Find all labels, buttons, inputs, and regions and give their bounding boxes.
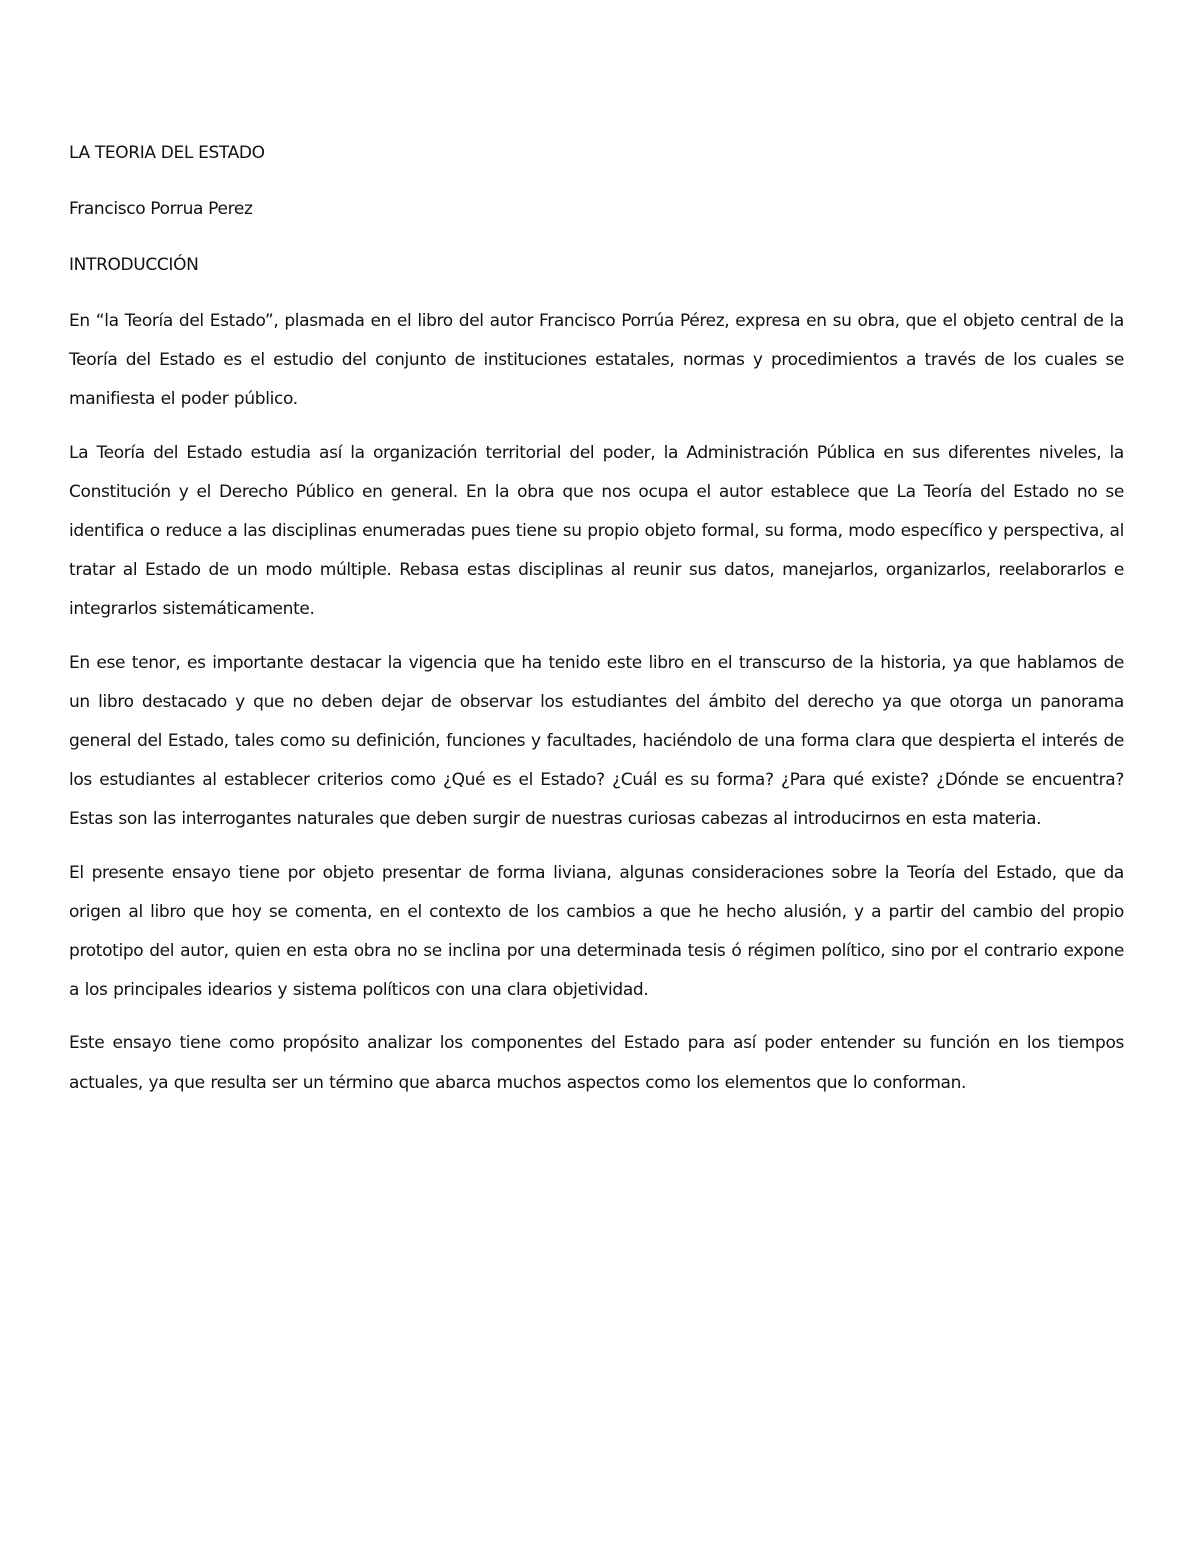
document-title: LA TEORIA DEL ESTADO: [69, 143, 265, 163]
paragraph: En ese tenor, es importante destacar la vigencia que ha tenido este libro en el transcurso de la historia, ya que hablamos de un libro destacado y que no deben dejar de observar los estudiantes del ámbito del derecho ya que otorga un panorama general del Estado, tales como su definición, funciones y facultades, haciéndolo de una forma clara que despierta el interés de los estudiantes al establecer criterios como ¿Qué es el Estado? ¿Cuál es su forma? ¿Para qué existe? ¿Dónde se encuentra? Estas son las interrogantes naturales que deben surgir de nuestras curiosas cabezas al introducirnos en esta materia.: [69, 652, 1124, 830]
paragraph: La Teoría del Estado estudia así la organización territorial del poder, la Administración Pública en sus diferentes niveles, la Constitución y el Derecho Público en general. En la obra que nos ocupa el autor establece que La Teoría del Estado no se identifica o reduce a las disciplinas enumeradas pues tiene su propio objeto formal, su forma, modo específico y perspectiva, al tratar al Estado de un modo múltiple. Rebasa estas disciplinas al reunir sus datos, manejarlos, organizarlos, reelaborarlos e integrarlos sistemáticamente.: [69, 442, 1124, 620]
paragraph: En “la Teoría del Estado”, plasmada en el libro del autor Francisco Porrúa Pérez, expresa en su obra, que el objeto central de la Teoría del Estado es el estudio del conjunto de instituciones estatales, normas y procedimientos a través de los cuales se manifiesta el poder público.: [69, 311, 1124, 410]
document-author: Francisco Porrua Perez: [69, 199, 253, 219]
paragraph: Este ensayo tiene como propósito analizar los componentes del Estado para así poder entender su función en los tiempos actuales, ya que resulta ser un término que abarca muchos aspectos como los elementos que lo conforman.: [69, 1033, 1124, 1093]
paragraph: El presente ensayo tiene por objeto presentar de forma liviana, algunas consideraciones sobre la Teoría del Estado, que da origen al libro que hoy se comenta, en el contexto de los cambios a que he hecho alusión, y a partir del cambio del propio prototipo del autor, quien en esta obra no se inclina por una determinada tesis ó régimen político, sino por el contrario expone a los principales idearios y sistema políticos con una clara objetividad.: [69, 862, 1124, 1001]
document-body: [69, 140, 1124, 1117]
section-heading: INTRODUCCIÓN: [69, 255, 199, 275]
